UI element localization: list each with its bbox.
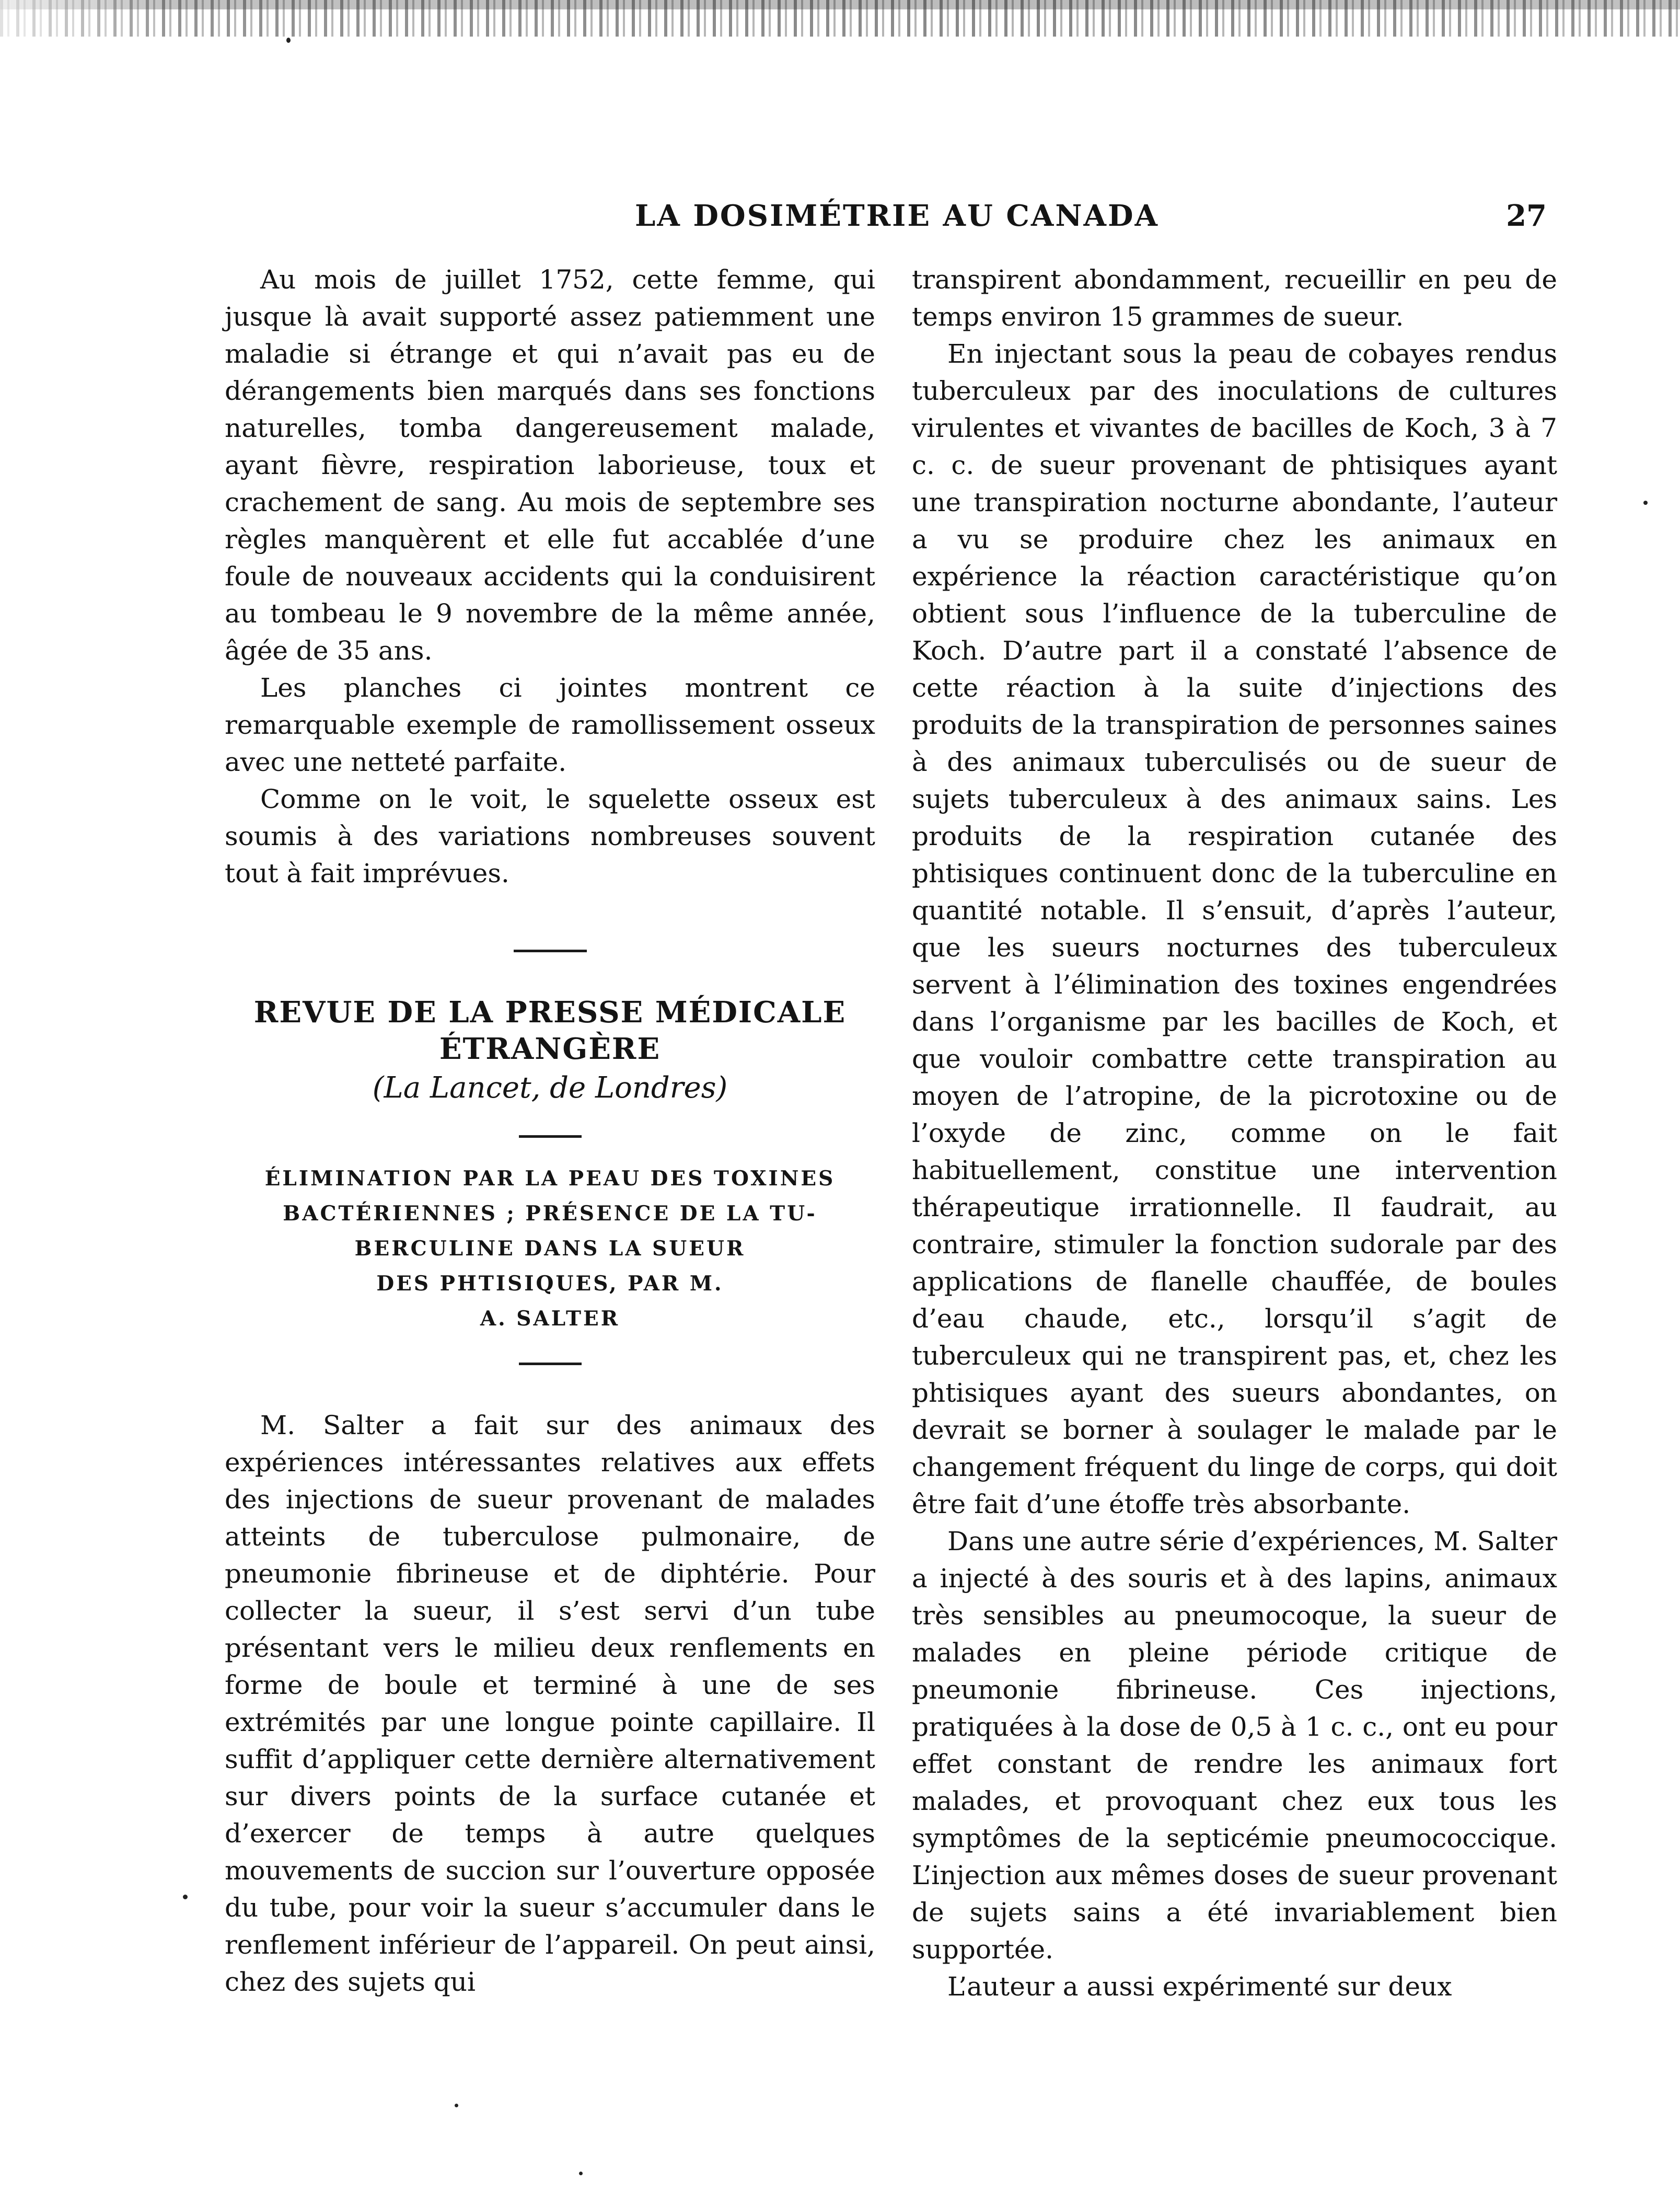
article-title-line: A. SALTER [480, 1307, 620, 1331]
scan-speck [579, 2172, 583, 2175]
running-head [635, 199, 1547, 240]
paragraph: Les planches ci jointes montrent ce remarquable exemple de ramollissement osseux avec une netteté parfaite. [225, 673, 875, 777]
article-title-line: ÉLIMINATION PAR LA PEAU DES TOXINES [264, 1167, 836, 1191]
article-title-line: BACTÉRIENNES ; PRÉSENCE DE LA TU- [283, 1202, 817, 1226]
paragraph: Dans une autre série d’expériences, M. Salter a injecté à des souris et à des lapins, animaux très sensibles au pneumocoque, la sueur de malades en pleine période critique de pneumonie fibrineuse. Ces injections, pratiquées à la dose de 0,5 à 1 c. c., ont eu pour effet constant de rendre les animaux fort malades, et provoquant chez eux tous les symptômes de la septicémie pneumococcique. L’injection aux mêmes doses de sueur provenant de sujets sains a été invariablement bien supportée. [912, 1526, 1557, 1965]
scan-speck [455, 2104, 458, 2107]
left-column [225, 261, 875, 2001]
paragraph: transpirent abondamment, recueillir en peu de temps environ 15 grammes de sueur. [912, 264, 1557, 332]
section-title-line: REVUE DE LA PRESSE MÉDICALE [253, 995, 847, 1030]
paragraph: L’auteur a aussi expérimenté sur deux [947, 1971, 1452, 2002]
article-title-line: BERCULINE DANS LA SUEUR [354, 1237, 746, 1261]
section-title-line: ÉTRANGÈRE [439, 1032, 661, 1066]
paragraph: Au mois de juillet 1752, cette femme, qui jusque là avait supporté assez patiemment une maladie si étrange et qui n’avait pas eu de dérangements bien marqués dans ses fonctions naturelles, tomba dangereusement malade, ayant fièvre, respiration laborieuse, toux et crachement de sang. Au mois de septembre ses règles manquèrent et elle fut accablée d’une foule de nouveaux accidents qui la conduisirent au tombeau le 9 novembre de la même année, âgée de 35 ans. [225, 264, 875, 666]
paragraph: Comme on le voit, le squelette osseux est soumis à des variations nombreuses souvent tout à fait imprévues. [225, 784, 875, 888]
section-title [225, 994, 875, 1067]
running-title: LA DOSIMÉTRIE AU CANADA [635, 199, 1160, 233]
paragraph: En injectant sous la peau de cobayes rendus tuberculeux par des inoculations de cultures virulentes et vivantes de bacilles de Koch, 3 à 7 c. c. de sueur provenant de phtisiques ayant une transpiration nocturne abondante, l’auteur a vu se produire chez les animaux en expérience la réaction caractéristique qu’on obtient sous l’influence de la tuberculine de Koch. D’autre part il a constaté l’absence de cette réaction à la suite d’injections des produits de la transpiration de personnes saines à des animaux tuberculisés ou de sueur de sujets tuberculeux à des animaux sains. Les produits de la respiration cutanée des phtisiques continuent donc de la tuberculine en quantité notable. Il s’ensuit, d’après l’auteur, que les sueurs nocturnes des tuberculeux servent à l’élimination des toxines engendrées dans l’organisme par les bacilles de Koch, et que vouloir combattre cette transpiration au moyen de l’atropine, de la picrotoxine ou de l’oxyde de zinc, comme on le fait habituellement, constitue une intervention thérapeutique irrationnelle. Il faudrait, au contraire, stimuler la fonction sudorale par des applications de flanelle chauffée, de boules d’eau chaude, etc., lorsqu’il s’agit de tuberculeux qui ne transpirent pas, et, chez les phtisiques ayant des sueurs abondantes, on devrait se borner à soulager le malade par le changement fréquent du linge de corps, qui doit être fait d’une étoffe très absorbante. [912, 339, 1557, 1519]
scan-speck [286, 38, 291, 43]
paragraph: M. Salter a fait sur des animaux des expériences intéressantes relatives aux effets des injections de sueur provenant de malades atteints de tuberculose pulmonaire, de pneumonie fibrineuse et de diphtérie. Pour collecter la sueur, il s’est servi d’un tube présentant vers le milieu deux renflements en forme de boule et terminé à une de ses extrémités par une longue pointe capillaire. Il suffit d’appliquer cette dernière alternativement sur divers points de la surface cutanée et d’exercer de temps à autre quelques mouvements de succion sur l’ouverture opposée du tube, pour voir la sueur s’accumuler dans le renflement inférieur de l’appareil. On peut ainsi, chez des sujets qui [225, 1410, 875, 1997]
scan-speck [1643, 501, 1648, 505]
source-line: (La Lancet, de Londres) [372, 1071, 728, 1105]
article-title [225, 1161, 875, 1336]
page-number: 27 [1506, 199, 1547, 233]
right-column [912, 261, 1557, 2005]
scan-speck [183, 1895, 188, 1899]
article-title-line: DES PHTISIQUES, PAR M. [376, 1272, 724, 1296]
scan-edge-noise [0, 0, 1680, 37]
